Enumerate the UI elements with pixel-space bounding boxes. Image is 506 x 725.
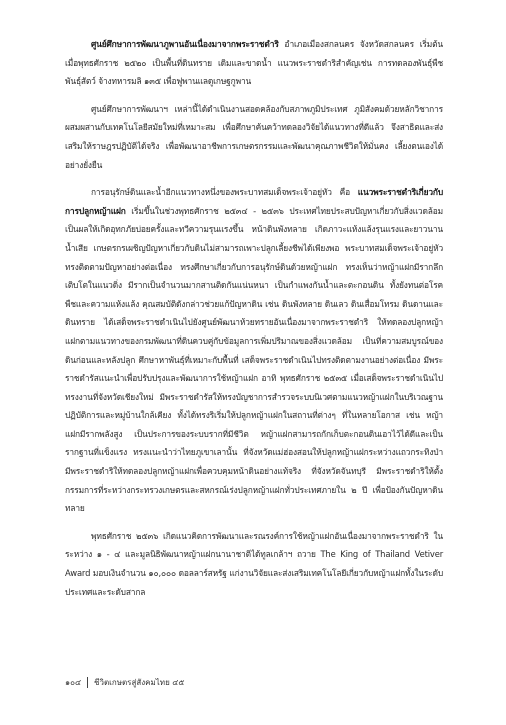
vetiver-heading: แนวพระราชดำริเกี่ยวกับการปลูกหญ้าแฝก [65, 187, 443, 216]
paragraph-1 [65, 35, 443, 91]
body-text [65, 35, 443, 610]
footer-divider [87, 677, 88, 688]
paragraph-3-pre: การอนุรักษ์ดินและน้ำอีกแนวทางหนึ่งของพระบาทสมเด็จพระเจ้าอยู่หัว คือ [91, 187, 358, 198]
page-number: ๑๐๔ [65, 678, 82, 687]
paragraph-2-text: ศูนย์ศึกษาการพัฒนาฯ เหล่านี้ได้ดำเนินงานสอดคล้องกับสภาพภูมิประเทศ ภูมิสังคมด้วยหลักวิชาการผสมผสานกับเทคโนโลยีสมัยใหม่ที่เหมาะสม เพื่อศึกษาค้นคว้าทดลองวิจัยได้แนวทางที่ดีแล้ว จึงสาธิตและส่งเสริมให้ราษฎรปฏิบัติได้จริง เพื่อพัฒนาอาชีพการเกษตรกรรมและพัฒนาคุณภาพชีวิตให้มั่นคง เลี้ยงตนเองได้อย่างยั่งยืน [65, 103, 443, 170]
paragraph-3-text: เริ่มขึ้นในช่วงพุทธศักราช ๒๕๓๔ - ๒๕๓๖ ประเทศไทยประสบปัญหาเกี่ยวกับสิ่งแวดล้อม เป็นผลให้เกิดอุทกภัยบ่อยครั้งและทวีความรุนแรงขึ้น หน้าดินพังทลาย เกิดภาวะแห้งแล้งรุนแรงและยาวนาน น้ำเสีย เกษตรกรเผชิญปัญหาเกี่ยวกับดินไม่สามารถเพาะปลูกเลี้ยงชีพได้เพียงพอ พระบาทสมเด็จพระเจ้าอยู่หัวทรงติดตามปัญหาอย่างต่อเนื่อง ทรงศึกษาเกี่ยวกับการอนุรักษ์ดินด้วยหญ้าแฝก ทรงเห็นว่าหญ้าแฝกมีรากลึก เติบโตในแนวดิ่ง มีรากเป็นจำนวนมากสานติดกันแน่นหนา เป็นกำแพงกันน้ำและตะกอนดิน ทั้งยังทนต่อโรคพืชและความแห้งแล้ง คุณสมบัติดังกล่าวช่วยแก้ปัญหาดิน เช่น ดินพังทลาย ดินเลว ดินเสื่อมโทรม ดินดานและดินทราย ได้เสด็จพระราชดำเนินไปยังศูนย์พัฒนาห้วยทรายอันเนื่องมาจากพระราชดำริ ให้ทดลองปลูกหญ้าแฝกตามแนวทางของกรมพัฒนาที่ดินควบคู่กับข้อมูลการเพิ่มปริมาณของสิ่งแวดล้อม เป็นที่ความสมบูรณ์ของดินก่อนและหลังปลูก ศึกษาหาพันธุ์ที่เหมาะกับพื้นที่ เสด็จพระราชดำเนินไปทรงติดตามงานอย่างต่อเนื่อง มีพระราชดำรัสแนะนำเพื่อปรับปรุงและพัฒนาการใช้หญ้าแฝก อาทิ พุทธศักราช ๒๕๓๕ เมื่อเสด็จพระราชดำเนินไป ทรงงานที่จังหวัดเชียงใหม่ มีพระราชดำรัสให้ทรงบัญชาการสำรวจระบบนิเวศตามแนวหญ้าแฝกในบริเวณฐานปฏิบัติการและหมู่บ้านใกล้เคียง ทั้งได้ทรงริเริ่มให้ปลูกหญ้าแฝกในสถานที่ต่างๆ ที่ในหลายโอกาส เช่น หญ้าแฝกมีรากพลังสูง เป็นประการของระบบรากที่มีชีวิต หญ้าแฝกสามารถกักเก็บตะกอนดินเอาไว้ได้ดีและเป็นรากฐานที่แข็งแรง ทรงแนะนำว่าไทยภูเขาเลานั้น ที่จังหวัดแม่ฮ่องสอนให้ปลูกหญ้าแฝกระหว่างแถวกระทิงป่า มีพระราชดำริให้ทดลองปลูกหญ้าแฝกเพื่อควบคุมหน้าดินอย่างแท้จริง ที่จังหวัดจันทบุรี มีพระราชดำริให้ตั้งกรรมการที่ระหว่างกระทรวงเกษตรและสหกรณ์เร่งปลูกหญ้าแฝกทั่วประเทศภายใน ๒ ปี เพื่อป้องกันปัญหาดินทลาย [65, 205, 443, 514]
paragraph-4-text: พุทธศักราช ๒๕๓๖ เกิดแนวคิดการพัฒนาและรณรงค์การใช้หญ้าแฝกอันเนื่องมาจากพระราชดำริ ในระหว่าง ๑ - ๔ และมูลนิธิพัฒนาหญ้าแฝกนานาชาติได้ทูลเกล้าฯ ถวาย The King of Thailand Vetiver Award มอบเงินจำนวน ๑๐,๐๐๐ ดอลลาร์สหรัฐ แก่งานวิจัยและส่งเสริมเทคโนโลยีเกี่ยวกับหญ้าแฝกทั้งในระดับประเทศและระดับสากล [65, 530, 443, 597]
paragraph-3 [65, 183, 443, 518]
footer-title: ชีวิตเกษตรสู่สังคมไทย ๔๕ [94, 678, 185, 687]
paragraph-4 [65, 527, 443, 601]
paragraph-2 [65, 100, 443, 174]
center-name: ศูนย์ศึกษาการพัฒนาภูพานอันเนื่องมาจากพระราชดำริ [91, 39, 279, 49]
page-footer [65, 676, 445, 689]
paragraph-1-text: อำเภอเมืองสกลนคร จังหวัดสกลนคร เริ่มต้นเมื่อพุทธศักราช ๒๕๒๐ เป็นพื้นที่ดินทราย เดิมและขาดน้ำ แนวพระราชดำริสำคัญเช่น การทดลองพันธุ์พืช พันธุ์สัตว์ จ้างทหารมลิ ๑๓๕ เพื่อฟูพานแลดูเกษฐกูพาน [65, 39, 443, 87]
